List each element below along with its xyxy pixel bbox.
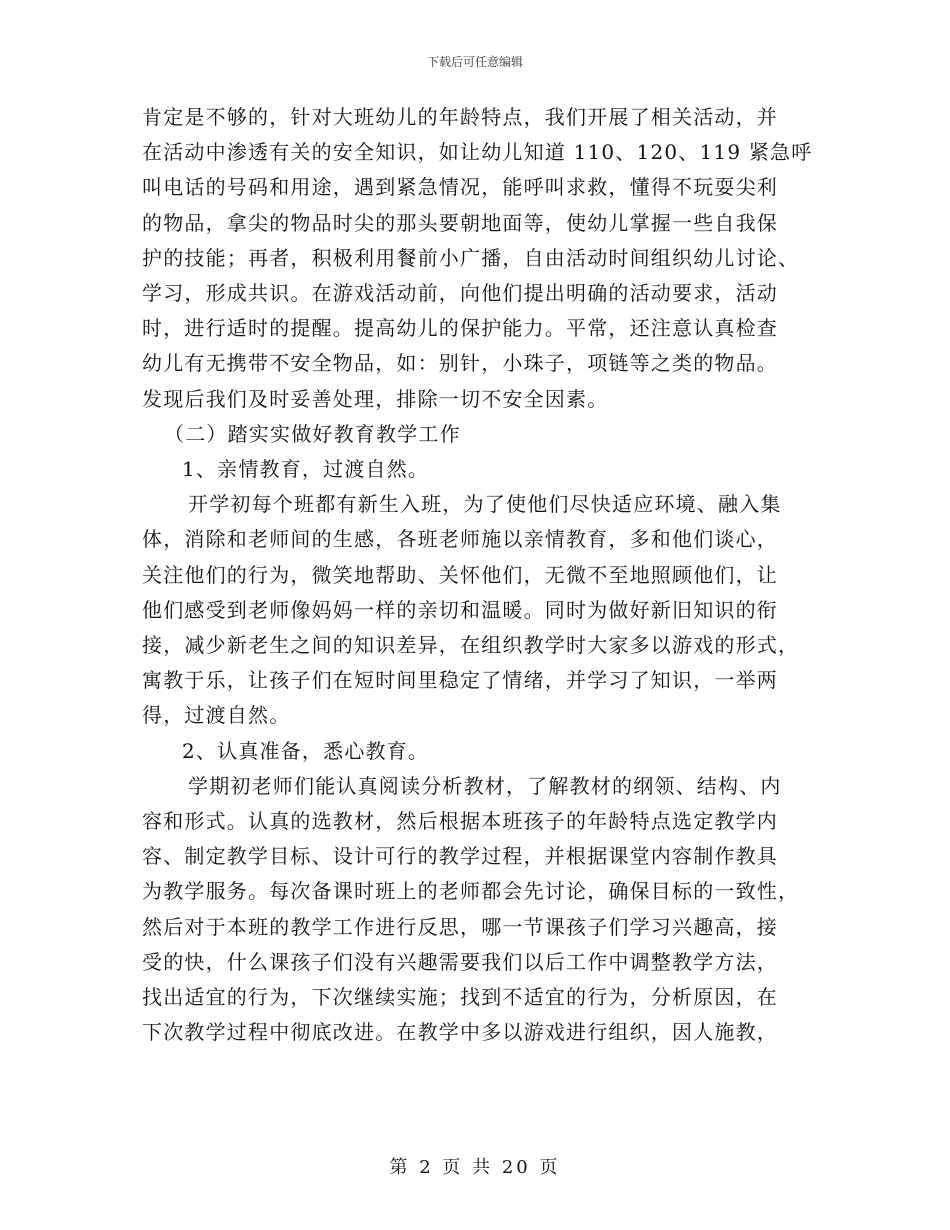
text-line: 幼儿有无携带不安全物品，如：别针，小珠子，项链等之类的物品。 bbox=[142, 351, 778, 376]
text-line: 体，消除和老师间的生感，各班老师施以亲情教育，多和他们谈心， bbox=[142, 527, 778, 552]
text-line: 容、制定教学目标、设计可行的教学过程，并根据课堂内容制作教具 bbox=[142, 844, 778, 869]
text-line: 叫电话的号码和用途，遇到紧急情况，能呼叫求救，懂得不玩耍尖利 bbox=[142, 175, 778, 200]
text-line: 发现后我们及时妥善处理，排除一切不安全因素。 bbox=[142, 386, 609, 411]
text-line: 学习，形成共识。在游戏活动前，向他们提出明确的活动要求，活动 bbox=[142, 281, 778, 306]
text-line: 学期初老师们能认真阅读分析教材，了解教材的纲领、结构、内 bbox=[188, 773, 782, 798]
text-line: 接，减少新老生之间的知识差异，在组织教学时大家多以游戏的形式， bbox=[142, 633, 800, 658]
text-line: 容和形式。认真的选教材，然后根据本班孩子的年龄特点选定教学内 bbox=[142, 809, 778, 834]
text-line: 的物品，拿尖的物品时尖的那头要朝地面等，使幼儿掌握一些自我保 bbox=[142, 210, 778, 235]
section-heading: （二）踏实实做好教育教学工作 bbox=[164, 421, 461, 446]
text-line: 然后对于本班的教学工作进行反思，哪一节课孩子们学习兴趣高，接 bbox=[142, 914, 778, 939]
page-footer: 第 2 页 共 20 页 bbox=[389, 1157, 561, 1178]
text-line: 找出适宜的行为，下次继续实施；找到不适宜的行为，分析原因，在 bbox=[142, 985, 778, 1010]
text-line: 他们感受到老师像妈妈一样的亲切和温暖。同时为做好新旧知识的衔 bbox=[142, 597, 778, 622]
text-line: 下次教学过程中彻底改进。在教学中多以游戏进行组织，因人施教， bbox=[142, 1020, 778, 1045]
text-line: 护的技能；再者，积极利用餐前小广播，自由活动时间组织幼儿讨论、 bbox=[142, 245, 800, 270]
text-line: 寓教于乐，让孩子们在短时间里稳定了情绪，并学习了知识，一举两 bbox=[142, 668, 778, 693]
text-line: 肯定是不够的，针对大班幼儿的年龄特点，我们开展了相关活动，并 bbox=[142, 105, 778, 129]
text-line: 时，进行适时的提醒。提高幼儿的保护能力。平常，还注意认真检查 bbox=[142, 316, 778, 341]
text-line: 得，过渡自然。 bbox=[142, 703, 291, 728]
document-body bbox=[142, 100, 812, 1050]
page-header: 下载后可任意编辑 bbox=[426, 55, 523, 69]
subsection-heading: 2、认真准备，悉心教育。 bbox=[182, 738, 430, 763]
text-line: 在活动中渗透有关的安全知识，如让幼儿知道 110、120、119 紧急呼 bbox=[142, 140, 813, 165]
subsection-heading: 1、亲情教育，过渡自然。 bbox=[182, 457, 430, 482]
text-line: 开学初每个班都有新生入班，为了使他们尽快适应环境、融入集 bbox=[188, 492, 782, 517]
text-line: 为教学服务。每次备课时班上的老师都会先讨论，确保目标的一致性， bbox=[142, 879, 800, 904]
text-line: 关注他们的行为，微笑地帮助、关怀他们，无微不至地照顾他们，让 bbox=[142, 562, 778, 587]
text-line: 受的快，什么课孩子们没有兴趣需要我们以后工作中调整教学方法， bbox=[142, 949, 778, 974]
